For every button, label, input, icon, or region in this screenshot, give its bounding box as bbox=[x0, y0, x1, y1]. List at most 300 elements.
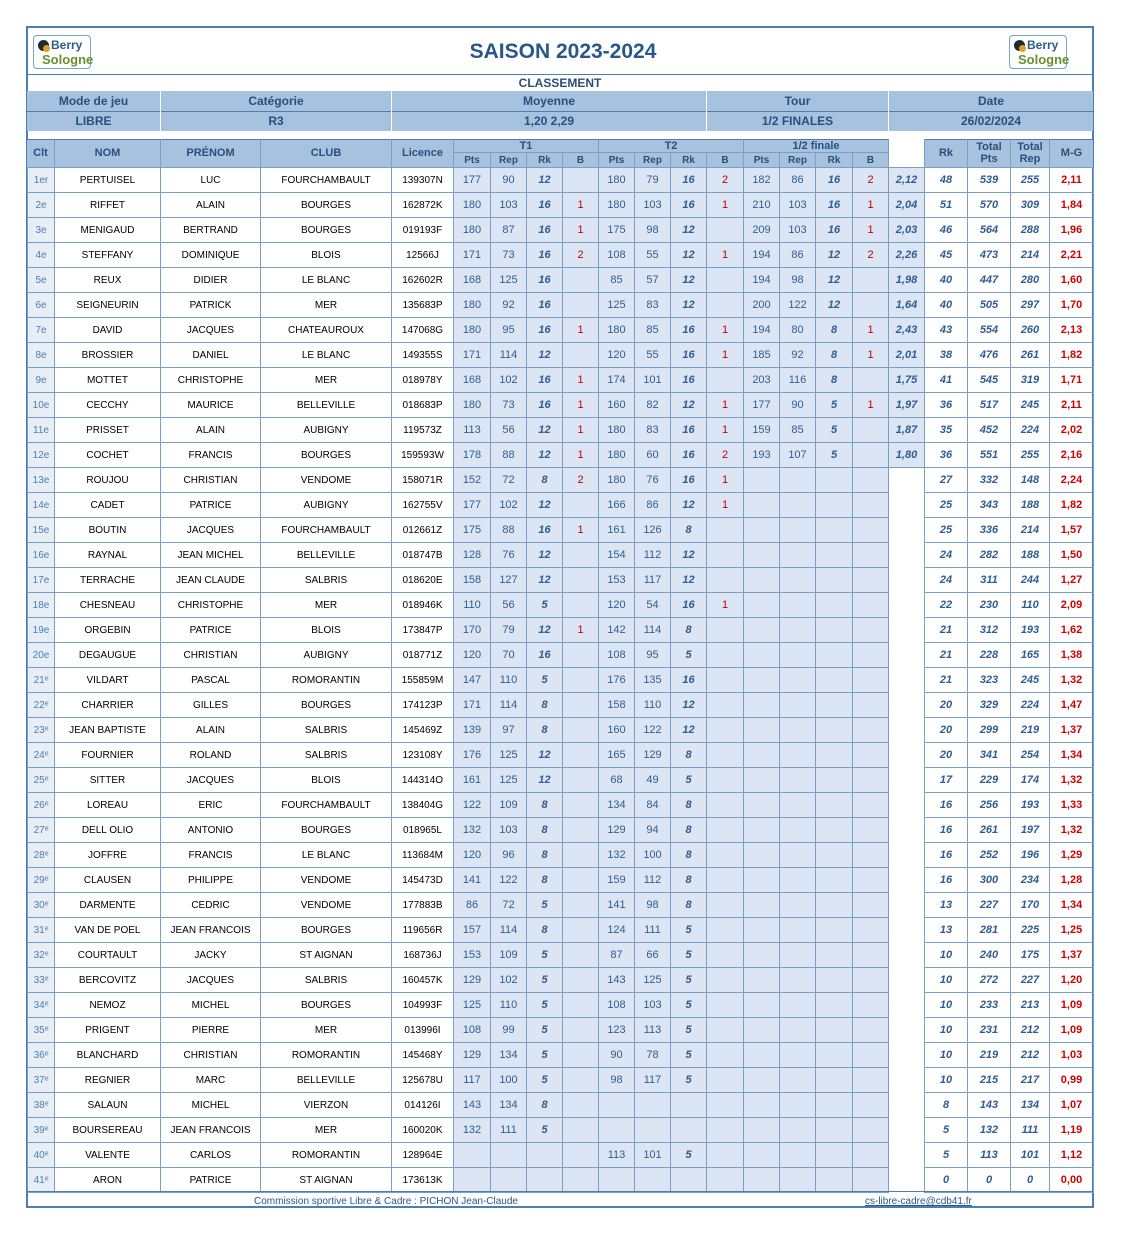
cell-sf-rk bbox=[816, 968, 853, 993]
cell-t2-b bbox=[707, 1093, 744, 1118]
cell-first-name: JACQUES bbox=[161, 318, 261, 343]
table-row bbox=[28, 768, 1094, 793]
cell-club: ST AIGNAN bbox=[261, 943, 392, 968]
cell-t1-b: 1 bbox=[563, 193, 599, 218]
cell-t2-rk: 12 bbox=[671, 493, 707, 518]
cell-licence: 119573Z bbox=[392, 418, 454, 443]
info-label: Tour bbox=[706, 91, 888, 111]
cell-mg: 1,37 bbox=[1050, 943, 1094, 968]
cell-sf-rep bbox=[780, 518, 816, 543]
cell-mg: 1,60 bbox=[1050, 268, 1094, 293]
cell-mg: 2,02 bbox=[1050, 418, 1094, 443]
cell-t2-rk: 12 bbox=[671, 543, 707, 568]
cell-rank: 4e bbox=[28, 243, 55, 268]
cell-total-rep: 110 bbox=[1011, 593, 1050, 618]
cell-t1-rk: 12 bbox=[527, 568, 563, 593]
cell-t1-rep: 92 bbox=[491, 293, 527, 318]
cell-t2-rep: 94 bbox=[635, 818, 671, 843]
cell-total-pts: 473 bbox=[968, 243, 1011, 268]
cell-sf-b bbox=[853, 868, 889, 893]
cell-sf-rk bbox=[816, 693, 853, 718]
cell-total-rep: 193 bbox=[1011, 793, 1050, 818]
cell-sf-rep bbox=[780, 893, 816, 918]
cell-sf-rk bbox=[816, 1043, 853, 1068]
cell-sf-b bbox=[853, 568, 889, 593]
cell-total-rk: 20 bbox=[925, 693, 968, 718]
cell-sf-rk bbox=[816, 593, 853, 618]
cell-sf-rep bbox=[780, 1118, 816, 1143]
cell-t2-pts: 153 bbox=[599, 568, 635, 593]
cell-sf-b bbox=[853, 768, 889, 793]
cell-last-name: BOURSEREAU bbox=[55, 1118, 161, 1143]
cell-licence: 019193F bbox=[392, 218, 454, 243]
cell-first-name: DOMINIQUE bbox=[161, 243, 261, 268]
cell-t2-rep: 79 bbox=[635, 168, 671, 193]
cell-t2-b bbox=[707, 1168, 744, 1193]
cell-rank: 18e bbox=[28, 593, 55, 618]
cell-t1-rk: 12 bbox=[527, 418, 563, 443]
table-row bbox=[28, 793, 1094, 818]
cell-licence: 128964E bbox=[392, 1143, 454, 1168]
cell-sf-average bbox=[889, 843, 925, 868]
divider bbox=[27, 1191, 1093, 1192]
cell-t1-pts: 177 bbox=[454, 493, 491, 518]
cell-t2-rep: 117 bbox=[635, 568, 671, 593]
cell-sf-average: 2,43 bbox=[889, 318, 925, 343]
cell-sf-b bbox=[853, 818, 889, 843]
cell-t2-b bbox=[707, 1018, 744, 1043]
cell-sf-rk bbox=[816, 1068, 853, 1093]
cell-t2-rep: 117 bbox=[635, 1068, 671, 1093]
cell-club: VIERZON bbox=[261, 1093, 392, 1118]
cell-total-pts: 113 bbox=[968, 1143, 1011, 1168]
table-row bbox=[28, 493, 1094, 518]
cell-sf-average: 1,87 bbox=[889, 418, 925, 443]
footer-email-link[interactable]: cs-libre-cadre@cdb41.fr bbox=[865, 1196, 972, 1207]
cell-t2-b bbox=[707, 793, 744, 818]
cell-first-name: ROLAND bbox=[161, 743, 261, 768]
cell-t2-rep: 100 bbox=[635, 843, 671, 868]
cell-sf-b bbox=[853, 443, 889, 468]
cell-t2-pts: 175 bbox=[599, 218, 635, 243]
table-row bbox=[28, 1143, 1094, 1168]
cell-rank: 7e bbox=[28, 318, 55, 343]
table-row bbox=[28, 968, 1094, 993]
cell-mg: 2,13 bbox=[1050, 318, 1094, 343]
cell-sf-pts bbox=[744, 718, 780, 743]
cell-t1-pts: 86 bbox=[454, 893, 491, 918]
table-row bbox=[28, 818, 1094, 843]
cell-sf-average bbox=[889, 618, 925, 643]
cell-t2-b bbox=[707, 268, 744, 293]
cell-sf-rk: 8 bbox=[816, 343, 853, 368]
cell-total-rk: 24 bbox=[925, 543, 968, 568]
cell-t1-b: 1 bbox=[563, 318, 599, 343]
cell-t1-rep: 72 bbox=[491, 468, 527, 493]
cell-total-rep: 255 bbox=[1011, 168, 1050, 193]
cell-sf-rk bbox=[816, 668, 853, 693]
cell-first-name: BERTRAND bbox=[161, 218, 261, 243]
cell-sf-average bbox=[889, 818, 925, 843]
cell-t2-pts: 159 bbox=[599, 868, 635, 893]
cell-t1-rk: 8 bbox=[527, 843, 563, 868]
cell-sf-pts: 194 bbox=[744, 268, 780, 293]
cell-first-name: PATRICE bbox=[161, 493, 261, 518]
cell-t1-rep: 134 bbox=[491, 1043, 527, 1068]
cell-first-name: CHRISTIAN bbox=[161, 468, 261, 493]
cell-t2-b bbox=[707, 1118, 744, 1143]
cell-total-rep: 101 bbox=[1011, 1143, 1050, 1168]
cell-mg: 1,20 bbox=[1050, 968, 1094, 993]
cell-mg: 1,82 bbox=[1050, 493, 1094, 518]
cell-sf-rk bbox=[816, 768, 853, 793]
cell-club: AUBIGNY bbox=[261, 493, 392, 518]
cell-t1-rk bbox=[527, 1143, 563, 1168]
table-row bbox=[28, 1168, 1094, 1193]
cell-total-pts: 281 bbox=[968, 918, 1011, 943]
cell-sf-b bbox=[853, 1043, 889, 1068]
cell-rank: 40ᵉ bbox=[28, 1143, 55, 1168]
col-subheader: B bbox=[852, 153, 888, 167]
table-row bbox=[28, 918, 1094, 943]
cell-sf-rk bbox=[816, 543, 853, 568]
cell-sf-rk bbox=[816, 893, 853, 918]
cell-licence: 135683P bbox=[392, 293, 454, 318]
cell-t1-rk: 16 bbox=[527, 293, 563, 318]
info-value: R3 bbox=[160, 111, 391, 131]
cell-t1-rep: 103 bbox=[491, 193, 527, 218]
cell-t2-rk: 8 bbox=[671, 843, 707, 868]
cell-total-rep: 319 bbox=[1011, 368, 1050, 393]
cell-rank: 23ᵉ bbox=[28, 718, 55, 743]
cell-rank: 33ᵉ bbox=[28, 968, 55, 993]
cell-sf-rep: 122 bbox=[780, 293, 816, 318]
cell-club: BOURGES bbox=[261, 193, 392, 218]
cell-t1-b: 1 bbox=[563, 518, 599, 543]
cell-t1-pts: 158 bbox=[454, 568, 491, 593]
cell-t2-rep: 114 bbox=[635, 618, 671, 643]
cell-sf-rk bbox=[816, 643, 853, 668]
cell-rank: 28ᵉ bbox=[28, 843, 55, 868]
cell-sf-b: 1 bbox=[853, 218, 889, 243]
cell-rank: 11e bbox=[28, 418, 55, 443]
cell-last-name: SALAUN bbox=[55, 1093, 161, 1118]
cell-club: BOURGES bbox=[261, 443, 392, 468]
cell-t2-rep: 98 bbox=[635, 218, 671, 243]
cell-t1-pts: 157 bbox=[454, 918, 491, 943]
cell-total-rk: 16 bbox=[925, 843, 968, 868]
cell-sf-average: 1,64 bbox=[889, 293, 925, 318]
cell-first-name: ERIC bbox=[161, 793, 261, 818]
cell-licence: 018965L bbox=[392, 818, 454, 843]
cell-total-rk: 5 bbox=[925, 1143, 968, 1168]
cell-total-rep: 217 bbox=[1011, 1068, 1050, 1093]
cell-sf-average bbox=[889, 943, 925, 968]
cell-last-name: PRISSET bbox=[55, 418, 161, 443]
cell-t2-b bbox=[707, 943, 744, 968]
cell-t2-rk: 12 bbox=[671, 718, 707, 743]
cell-total-rep: 193 bbox=[1011, 618, 1050, 643]
cell-sf-rk: 5 bbox=[816, 393, 853, 418]
cell-sf-pts bbox=[744, 518, 780, 543]
cell-rank: 3e bbox=[28, 218, 55, 243]
cell-t1-rk: 16 bbox=[527, 218, 563, 243]
cell-t1-rk: 5 bbox=[527, 968, 563, 993]
cell-first-name: JACQUES bbox=[161, 768, 261, 793]
cell-total-pts: 228 bbox=[968, 643, 1011, 668]
cell-t2-rk: 8 bbox=[671, 743, 707, 768]
cell-total-rk: 10 bbox=[925, 943, 968, 968]
table-row bbox=[28, 293, 1094, 318]
cell-total-rep: 244 bbox=[1011, 568, 1050, 593]
cell-licence: 168736J bbox=[392, 943, 454, 968]
cell-sf-b bbox=[853, 943, 889, 968]
cell-club: AUBIGNY bbox=[261, 418, 392, 443]
cell-t2-b bbox=[707, 668, 744, 693]
cell-mg: 1,82 bbox=[1050, 343, 1094, 368]
cell-mg: 2,11 bbox=[1050, 393, 1094, 418]
cell-last-name: VALENTE bbox=[55, 1143, 161, 1168]
cell-t1-pts: 180 bbox=[454, 218, 491, 243]
cell-t2-rep: 78 bbox=[635, 1043, 671, 1068]
cell-t1-rk: 12 bbox=[527, 743, 563, 768]
cell-sf-b bbox=[853, 493, 889, 518]
cell-t2-pts: 134 bbox=[599, 793, 635, 818]
cell-sf-rep bbox=[780, 1068, 816, 1093]
cell-sf-b: 1 bbox=[853, 193, 889, 218]
cell-mg: 0,99 bbox=[1050, 1068, 1094, 1093]
cell-mg: 1,33 bbox=[1050, 793, 1094, 818]
cell-t2-pts: 143 bbox=[599, 968, 635, 993]
cell-total-rk: 17 bbox=[925, 768, 968, 793]
cell-total-pts: 143 bbox=[968, 1093, 1011, 1118]
cell-t2-b: 1 bbox=[707, 318, 744, 343]
cell-sf-b bbox=[853, 1168, 889, 1193]
info-value: LIBRE bbox=[75, 114, 112, 128]
cell-t2-pts: 129 bbox=[599, 818, 635, 843]
cell-t1-b bbox=[563, 1018, 599, 1043]
cell-t2-b bbox=[707, 868, 744, 893]
cell-t2-rk: 16 bbox=[671, 193, 707, 218]
cell-sf-average bbox=[889, 893, 925, 918]
cell-t2-pts: 68 bbox=[599, 768, 635, 793]
cell-first-name: MAURICE bbox=[161, 393, 261, 418]
cell-t1-pts: 176 bbox=[454, 743, 491, 768]
cell-t2-rep: 85 bbox=[635, 318, 671, 343]
cell-last-name: REGNIER bbox=[55, 1068, 161, 1093]
cell-total-rep: 309 bbox=[1011, 193, 1050, 218]
cell-t1-b bbox=[563, 268, 599, 293]
cell-t2-rep: 135 bbox=[635, 668, 671, 693]
cell-t1-pts: 141 bbox=[454, 868, 491, 893]
cell-sf-rep: 98 bbox=[780, 268, 816, 293]
cell-t2-rep: 125 bbox=[635, 968, 671, 993]
cell-total-rk: 38 bbox=[925, 343, 968, 368]
cell-licence: 018683P bbox=[392, 393, 454, 418]
cell-last-name: MOTTET bbox=[55, 368, 161, 393]
cell-sf-average: 2,01 bbox=[889, 343, 925, 368]
cell-total-rk: 27 bbox=[925, 468, 968, 493]
cell-mg: 1,50 bbox=[1050, 543, 1094, 568]
cell-t1-rep: 109 bbox=[491, 943, 527, 968]
cell-t1-pts: 171 bbox=[454, 243, 491, 268]
cell-total-pts: 272 bbox=[968, 968, 1011, 993]
cell-total-rk: 43 bbox=[925, 318, 968, 343]
cell-last-name: MENIGAUD bbox=[55, 218, 161, 243]
cell-first-name: PATRICE bbox=[161, 618, 261, 643]
cell-t1-rep: 79 bbox=[491, 618, 527, 643]
col-subheader: Rk bbox=[815, 153, 852, 167]
table-row bbox=[28, 568, 1094, 593]
cell-club: MER bbox=[261, 293, 392, 318]
cell-sf-pts: 185 bbox=[744, 343, 780, 368]
cell-t1-rep: 102 bbox=[491, 493, 527, 518]
cell-rank: 27ᵉ bbox=[28, 818, 55, 843]
cell-t2-rk: 12 bbox=[671, 568, 707, 593]
cell-total-rk: 20 bbox=[925, 718, 968, 743]
cell-t1-b bbox=[563, 968, 599, 993]
info-label: Mode de jeu bbox=[58, 94, 129, 108]
cell-t2-rep: 98 bbox=[635, 893, 671, 918]
cell-t1-rep: 96 bbox=[491, 843, 527, 868]
table-row bbox=[28, 618, 1094, 643]
cell-total-pts: 219 bbox=[968, 1043, 1011, 1068]
cell-sf-b bbox=[853, 918, 889, 943]
cell-total-rep: 225 bbox=[1011, 918, 1050, 943]
cell-t1-pts: 170 bbox=[454, 618, 491, 643]
table-row bbox=[28, 268, 1094, 293]
cell-sf-rk: 16 bbox=[816, 218, 853, 243]
col-subheader: B bbox=[562, 153, 598, 167]
logo-text-berry: Berry bbox=[51, 38, 83, 52]
cell-sf-b: 1 bbox=[853, 318, 889, 343]
cell-t1-pts: 120 bbox=[454, 643, 491, 668]
table-row bbox=[28, 1093, 1094, 1118]
cell-t1-b bbox=[563, 1143, 599, 1168]
cell-t2-rep: 60 bbox=[635, 443, 671, 468]
cell-last-name: COURTAULT bbox=[55, 943, 161, 968]
cell-licence: 018771Z bbox=[392, 643, 454, 668]
cell-sf-b: 1 bbox=[853, 343, 889, 368]
cell-t1-rep: 100 bbox=[491, 1068, 527, 1093]
cell-t1-b bbox=[563, 168, 599, 193]
table-row bbox=[28, 318, 1094, 343]
cell-t1-pts: 113 bbox=[454, 418, 491, 443]
cell-sf-b bbox=[853, 1118, 889, 1143]
cell-last-name: CADET bbox=[55, 493, 161, 518]
cell-total-rk: 0 bbox=[925, 1168, 968, 1193]
cell-t2-b bbox=[707, 693, 744, 718]
cell-licence: 145469Z bbox=[392, 718, 454, 743]
cell-total-rk: 13 bbox=[925, 918, 968, 943]
cell-total-rk: 8 bbox=[925, 1093, 968, 1118]
cell-last-name: JEAN BAPTISTE bbox=[55, 718, 161, 743]
cell-total-pts: 564 bbox=[968, 218, 1011, 243]
cell-t1-rk: 16 bbox=[527, 518, 563, 543]
cell-sf-rk bbox=[816, 493, 853, 518]
cell-t1-rep: 103 bbox=[491, 818, 527, 843]
cell-club: CHATEAUROUX bbox=[261, 318, 392, 343]
cell-mg: 1,32 bbox=[1050, 818, 1094, 843]
cell-t1-rk: 5 bbox=[527, 593, 563, 618]
cell-sf-rep: 86 bbox=[780, 243, 816, 268]
info-label: Moyenne bbox=[391, 91, 706, 111]
cell-last-name: ARON bbox=[55, 1168, 161, 1193]
cell-t2-b bbox=[707, 718, 744, 743]
cell-first-name: PATRICK bbox=[161, 293, 261, 318]
cell-total-pts: 336 bbox=[968, 518, 1011, 543]
table-row bbox=[28, 168, 1094, 193]
cell-t2-rk bbox=[671, 1168, 707, 1193]
cell-t2-pts: 120 bbox=[599, 343, 635, 368]
cell-t2-b bbox=[707, 643, 744, 668]
cell-first-name: JEAN FRANCOIS bbox=[161, 1118, 261, 1143]
cell-sf-average: 2,26 bbox=[889, 243, 925, 268]
cell-total-rk: 46 bbox=[925, 218, 968, 243]
cell-sf-rep bbox=[780, 618, 816, 643]
cell-t1-rk: 5 bbox=[527, 1068, 563, 1093]
col-header-licence: Licence bbox=[391, 139, 453, 167]
cell-club: SALBRIS bbox=[261, 718, 392, 743]
cell-total-rk: 10 bbox=[925, 1068, 968, 1093]
table-row bbox=[28, 368, 1094, 393]
table-row bbox=[28, 393, 1094, 418]
cell-total-pts: 539 bbox=[968, 168, 1011, 193]
cell-t1-rep: 122 bbox=[491, 868, 527, 893]
cell-licence: 113684M bbox=[392, 843, 454, 868]
cell-total-pts: 517 bbox=[968, 393, 1011, 418]
cell-t1-rk: 16 bbox=[527, 393, 563, 418]
cell-total-pts: 551 bbox=[968, 443, 1011, 468]
cell-t2-rep: 57 bbox=[635, 268, 671, 293]
cell-sf-pts bbox=[744, 843, 780, 868]
cell-t2-rk: 12 bbox=[671, 293, 707, 318]
table-row bbox=[28, 693, 1094, 718]
cell-t2-rk: 8 bbox=[671, 793, 707, 818]
cell-t1-pts: 129 bbox=[454, 1043, 491, 1068]
cell-total-rep: 0 bbox=[1011, 1168, 1050, 1193]
cell-total-rk: 16 bbox=[925, 818, 968, 843]
cell-total-rep: 224 bbox=[1011, 693, 1050, 718]
cell-sf-average: 2,03 bbox=[889, 218, 925, 243]
cell-t1-b bbox=[563, 843, 599, 868]
cell-club: BOURGES bbox=[261, 218, 392, 243]
cell-total-rep: 174 bbox=[1011, 768, 1050, 793]
cell-club: MER bbox=[261, 1118, 392, 1143]
cell-sf-rep bbox=[780, 668, 816, 693]
cell-sf-pts: 177 bbox=[744, 393, 780, 418]
cell-total-pts: 311 bbox=[968, 568, 1011, 593]
cell-sf-rk bbox=[816, 618, 853, 643]
cell-total-rep: 111 bbox=[1011, 1118, 1050, 1143]
cell-total-pts: 332 bbox=[968, 468, 1011, 493]
cell-rank: 36ᵉ bbox=[28, 1043, 55, 1068]
col-subheader: Rep bbox=[779, 153, 815, 167]
cell-sf-pts bbox=[744, 643, 780, 668]
cell-sf-pts bbox=[744, 1168, 780, 1193]
cell-t1-pts: 177 bbox=[454, 168, 491, 193]
cell-t1-pts bbox=[454, 1143, 491, 1168]
cell-sf-pts bbox=[744, 543, 780, 568]
cell-last-name: VILDART bbox=[55, 668, 161, 693]
cell-licence: 147068G bbox=[392, 318, 454, 343]
cell-t1-rep: 88 bbox=[491, 443, 527, 468]
cell-sf-rep bbox=[780, 693, 816, 718]
cell-total-rep: 288 bbox=[1011, 218, 1050, 243]
cell-t2-b: 2 bbox=[707, 168, 744, 193]
cell-t1-pts: 110 bbox=[454, 593, 491, 618]
cell-sf-pts: 203 bbox=[744, 368, 780, 393]
